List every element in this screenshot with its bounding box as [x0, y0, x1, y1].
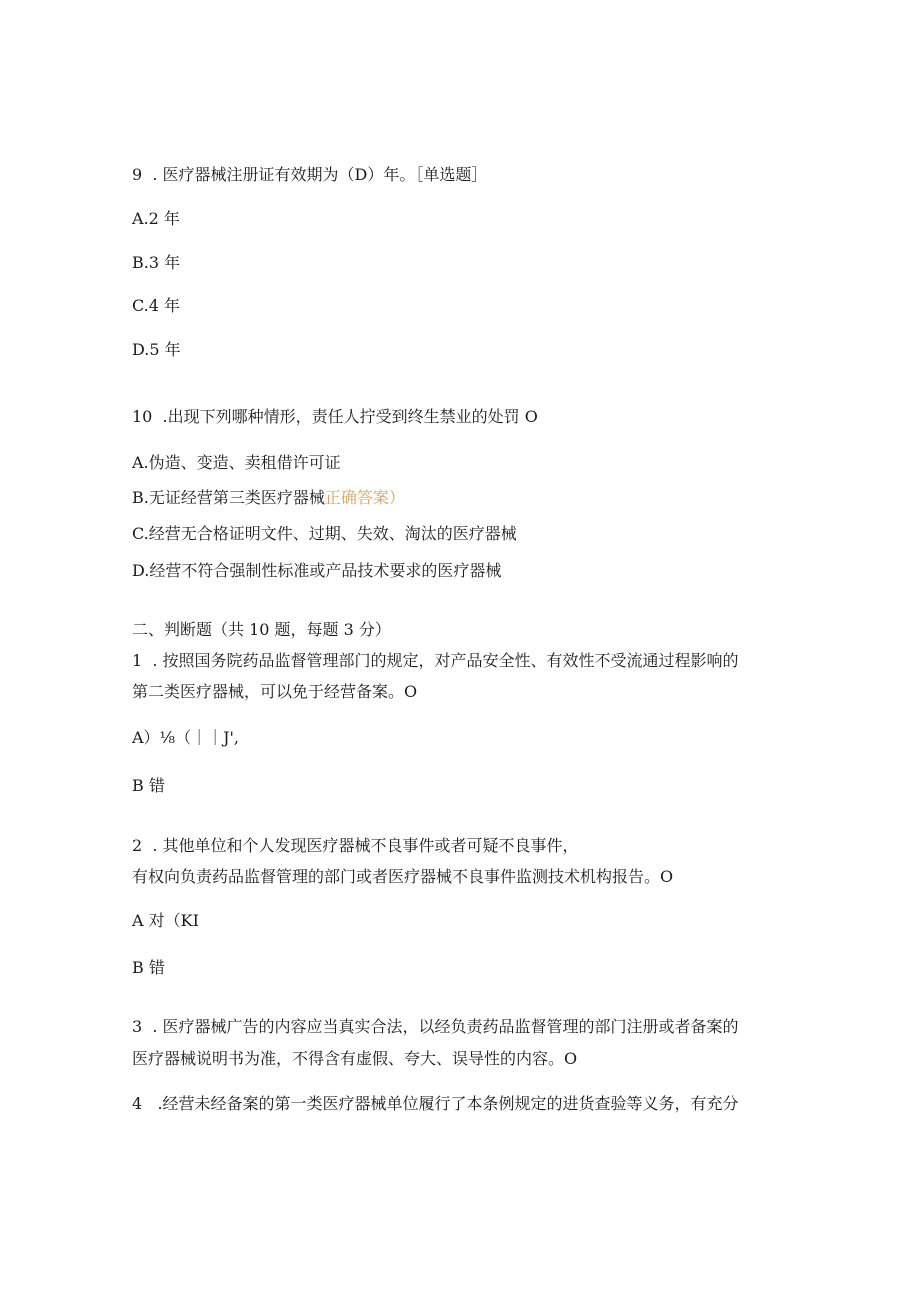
judgment-1 — [132, 651, 739, 671]
question-number: 10 — [132, 407, 153, 426]
question-9 — [132, 165, 487, 185]
question-text-line1: . 其他单位和个人发现医疗器械不良事件或者可疑不良事件， — [152, 836, 579, 855]
option-a: A）⅛（｜｜J', — [132, 728, 239, 747]
judgment-4 — [132, 1094, 739, 1114]
question-number: 4 — [132, 1094, 143, 1113]
option-b: B 错 — [132, 776, 165, 795]
question-text-line2: 有权向负责药品监督管理的部门或者医疗器械不良事件监测技术机构报告。O — [132, 867, 674, 886]
option-text: B.无证经营第三类医疗器械 — [132, 488, 325, 507]
question-text-line2: 第二类医疗器械，可以免于经营备案。O — [132, 682, 418, 701]
option-a: A.2 年 — [132, 209, 180, 228]
option-c: C.经营无合格证明文件、过期、失效、淘汰的医疗器械 — [132, 524, 517, 543]
question-text-line2: 医疗器械说明书为准，不得含有虚假、夸大、误导性的内容。O — [132, 1049, 578, 1068]
question-number: 9 — [132, 165, 143, 184]
correct-answer-note: 正确答案） — [324, 488, 405, 507]
judgment-3 — [132, 1017, 739, 1037]
option-a: A 对（KI — [132, 911, 199, 930]
option-d: D.5 年 — [132, 340, 181, 359]
option-c: C.4 年 — [132, 296, 181, 315]
question-number: 2 — [132, 836, 143, 855]
question-text: .出现下列哪种情形，责任人拧受到终生禁业的处罚 O — [162, 407, 538, 426]
option-b — [132, 488, 405, 508]
question-text-line1: .经营未经备案的第一类医疗器械单位履行了本条例规定的进货查验等义务，有充分 — [157, 1094, 739, 1113]
question-text: . 医疗器械注册证有效期为（D）年。［单选题］ — [152, 165, 488, 184]
question-number: 1 — [132, 651, 143, 670]
option-d: D.经营不符合强制性标准或产品技术要求的医疗器械 — [132, 561, 502, 580]
question-text-line1: . 按照国务院药品监督管理部门的规定，对产品安全性、有效性不受流通过程影响的 — [152, 651, 739, 670]
judgment-2 — [132, 836, 579, 856]
option-a: A.伪造、变造、卖租借许可证 — [132, 453, 341, 472]
question-text-line1: . 医疗器械广告的内容应当真实合法，以经负责药品监督管理的部门注册或者备案的 — [152, 1017, 739, 1036]
option-b: B 错 — [132, 958, 165, 977]
question-10 — [132, 407, 538, 427]
option-b: B.3 年 — [132, 253, 181, 272]
question-number: 3 — [132, 1017, 143, 1036]
section-heading: 二、判断题（共 10 题，每题 3 分） — [132, 620, 391, 639]
